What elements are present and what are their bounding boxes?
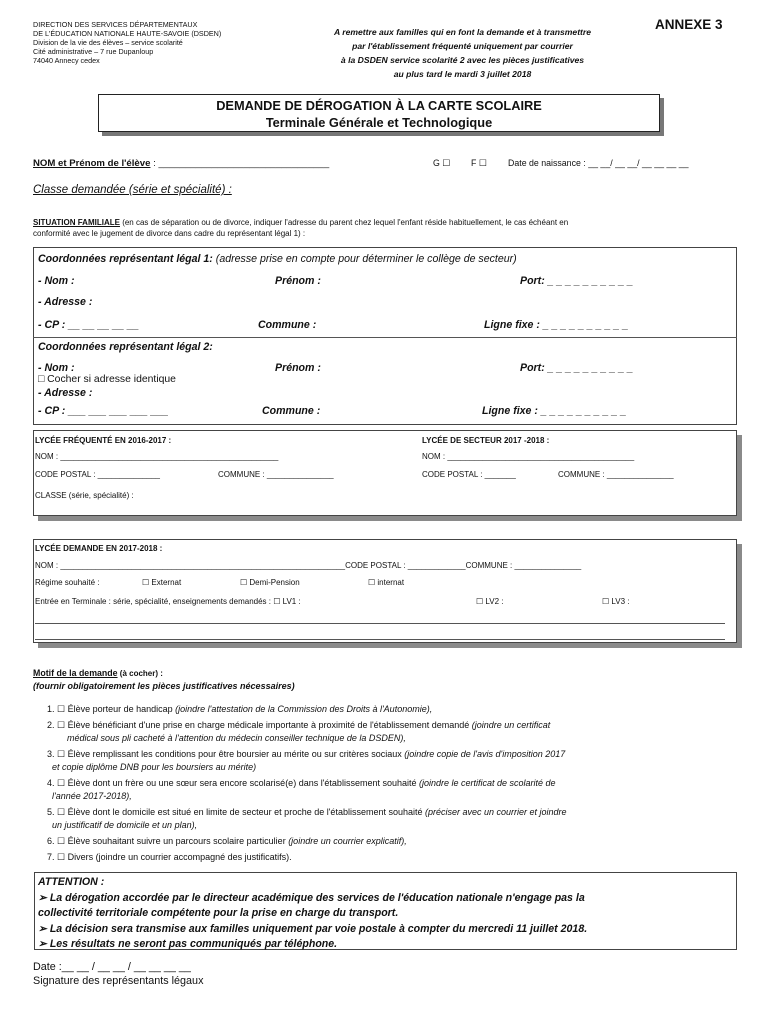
lv1-field[interactable]: Entrée en Terminale : série, spécialité, enseignements demandés : ☐ LV1 : (35, 597, 301, 606)
sector-school-title: LYCÉE DE SECTEUR 2017 -2018 : (422, 436, 550, 445)
family-situation (33, 218, 568, 227)
demi-pension-checkbox[interactable]: ☐ Demi-Pension (240, 578, 300, 587)
gender-f-checkbox[interactable]: F ☐ (471, 158, 487, 168)
sector-school-postcode-field[interactable]: CODE POSTAL : _______ (422, 470, 516, 479)
issuer-address (33, 20, 221, 65)
rep1-mobile-field[interactable]: Port: _ _ _ _ _ _ _ _ _ _ (520, 275, 634, 287)
motif-item[interactable]: 5. ☐ Élève dont le domicile est situé en limite de secteur et proche de l'établissement souhaité (préciser avec un courrier et joindre un justificatif de domicile et un plan), (47, 807, 567, 830)
requested-school-title: LYCÉE DEMANDE EN 2017-2018 : (35, 544, 163, 553)
legal-representatives-box (33, 247, 737, 425)
date-field[interactable]: Date :__ __ / __ __ / __ __ __ __ (33, 961, 191, 973)
address-line: Division de la vie des élèves – service scolarité (33, 38, 183, 47)
rep1-town-field[interactable]: Commune : (258, 319, 317, 331)
rep1-note: (adresse prise en compte pour déterminer le collège de secteur) (212, 253, 517, 265)
rep2-mobile-field[interactable]: Port: _ _ _ _ _ _ _ _ _ _ (520, 362, 634, 374)
form-title-box (98, 94, 660, 132)
motif-list (47, 703, 737, 867)
rep1-postcode-field[interactable]: - CP : __ __ __ __ __ (38, 319, 139, 331)
form-title: DEMANDE DE DÉROGATION À LA CARTE SCOLAIRE (216, 98, 542, 113)
rep2-town-field[interactable]: Commune : (262, 405, 321, 417)
rep2-address-field[interactable]: - Adresse : (38, 387, 93, 399)
externat-checkbox[interactable]: ☐ Externat (142, 578, 182, 587)
family-situation-text-2: conformité avec le jugement de divorce dans cadre du représentant légal 1) : (33, 229, 306, 238)
requested-school-address-field[interactable]: NOM : ________________________________________________________________CODE POSTAL : _____________COMMUNE : _______________ (35, 561, 582, 570)
regime-label: Régime souhaité : (35, 578, 100, 587)
same-address-checkbox[interactable]: □ Cocher si adresse identique (38, 374, 176, 385)
rep1-title: Coordonnées représentant légal 1: (38, 253, 213, 265)
submission-instructions (295, 25, 630, 81)
rep1-name-field[interactable]: - Nom : (38, 275, 75, 287)
student-name-label: NOM et Prénom de l'élève (33, 158, 151, 169)
family-situation-label: SITUATION FAMILIALE (33, 218, 120, 227)
current-school-title: LYCÉE FRÉQUENTÉ EN 2016-2017 : (35, 436, 172, 445)
birth-date-field[interactable]: Date de naissance : __ __/ __ __/ __ __ __ __ (508, 158, 689, 168)
current-school-town-field[interactable]: COMMUNE : _______________ (218, 470, 334, 479)
motif-item[interactable]: 6. ☐ Élève souhaitant suivre un parcours scolaire particulier (joindre un courrier explicatif), (47, 836, 407, 846)
attention-item: ➢ La décision sera transmise aux familles uniquement par voie postale à compter du mercredi 11 juillet 2018. (38, 922, 588, 935)
sector-school-name-field[interactable]: NOM : __________________________________________ (422, 452, 635, 461)
signature-label: Signature des représentants légaux (33, 975, 204, 987)
address-line: 74040 Annecy cedex (33, 56, 100, 65)
instruction-line: à la DSDEN service scolarité 2 avec les pièces justificatives (340, 55, 585, 65)
form-subtitle: Terminale Générale et Technologique (265, 115, 493, 130)
lv2-field[interactable]: ☐ LV2 : (476, 597, 504, 606)
motif-item[interactable]: 7. ☐ Divers (joindre un courrier accompagné des justificatifs). (47, 852, 292, 862)
rep1-firstname-field[interactable]: Prénom : (275, 275, 321, 287)
family-situation-text: (en cas de séparation ou de divorce, indiquer l'adresse du parent chez lequel l'enfant réside habituellement, le cas échéant en (119, 218, 569, 227)
lv3-field[interactable]: ☐ LV3 : (602, 597, 630, 606)
motif-item[interactable]: 1. ☐ Élève porteur de handicap (joindre l'attestation de la Commission des Droits à l'Autonomie), (47, 704, 433, 714)
motif-item[interactable]: 3. ☐ Élève remplissant les conditions pour être boursier au mérite ou sur critères sociaux (joindre copie de l'avis d'imposition 2017 et copie diplôme DNB pour les boursiers au mérite) (47, 749, 566, 772)
current-school-class-field[interactable]: CLASSE (série, spécialité) : (35, 491, 134, 500)
blank-line[interactable] (35, 623, 725, 624)
motif-item[interactable]: 2. ☐ Élève bénéficiant d'une prise en charge médicale importante à proximité de l'établissement demandé (joindre un certificat médical sous pli cacheté à l'attention du médecin conseiller technique de la DSDEN), (47, 720, 551, 743)
instruction-line: A remettre aux familles qui en font la demande et à transmettre (333, 27, 592, 37)
motif-cocher: (à cocher) : (117, 669, 163, 678)
divider (33, 337, 737, 338)
motif-item[interactable]: 4. ☐ Élève dont un frère ou une sœur sera encore scolarisé(e) dans l'établissement souhaité (joindre le certificat de scolarité de l'année 2017-2018), (47, 778, 556, 801)
rep2-name-field[interactable]: - Nom : (38, 362, 75, 374)
rep2-landline-field[interactable]: Ligne fixe : _ _ _ _ _ _ _ _ _ _ (482, 405, 627, 417)
motif-instructions: (fournir obligatoirement les pièces justificatives nécessaires) (33, 681, 295, 691)
attention-box (34, 872, 737, 950)
student-name-field[interactable]: : ________________________________ (150, 158, 330, 169)
requested-school-box (33, 539, 737, 643)
requested-class-label: Classe demandée (série et spécialité) : (33, 184, 232, 196)
address-line: DIRECTION DES SERVICES DÉPARTEMENTAUX (33, 20, 198, 29)
rep2-title: Coordonnées représentant légal 2: (38, 341, 213, 353)
current-school-postcode-field[interactable]: CODE POSTAL : ______________ (35, 470, 160, 479)
rep2-firstname-field[interactable]: Prénom : (275, 362, 321, 374)
internat-checkbox[interactable]: ☐ internat (368, 578, 405, 587)
annexe-label: ANNEXE 3 (655, 17, 723, 32)
address-line: DE L'ÉDUCATION NATIONALE HAUTE-SAVOIE (DSDEN) (33, 29, 222, 38)
attention-item: ➢ La dérogation accordée par le directeur académique des services de l'éducation nationale n'engage pas la (38, 891, 585, 904)
gender-g-checkbox[interactable]: G ☐ (433, 158, 451, 168)
instruction-line: par l'établissement fréquenté uniquement par courrier (352, 41, 573, 51)
motif-label: Motif de la demande (33, 668, 118, 678)
rep1-landline-field[interactable]: Ligne fixe : _ _ _ _ _ _ _ _ _ _ (484, 319, 629, 331)
attention-item-cont: collectivité territoriale compétente pour la prise en charge du transport. (38, 907, 399, 919)
attention-title: ATTENTION : (38, 876, 105, 888)
address-line: Cité administrative – 7 rue Dupanloup (33, 47, 154, 56)
student-name-row (33, 158, 329, 169)
rep1-title-row (38, 253, 517, 265)
rep2-postcode-field[interactable]: - CP : ___ ___ ___ ___ ___ (38, 405, 169, 417)
attention-item: ➢ Les résultats ne seront pas communiqués par téléphone. (38, 938, 338, 950)
blank-line[interactable] (35, 639, 725, 640)
instruction-line: au plus tard le mardi 3 juillet 2018 (393, 69, 532, 79)
current-school-name-field[interactable]: NOM : _________________________________________________ (35, 452, 279, 461)
rep1-address-field[interactable]: - Adresse : (38, 296, 93, 308)
sector-school-town-field[interactable]: COMMUNE : _______________ (558, 470, 674, 479)
motif-title-row (33, 668, 163, 678)
